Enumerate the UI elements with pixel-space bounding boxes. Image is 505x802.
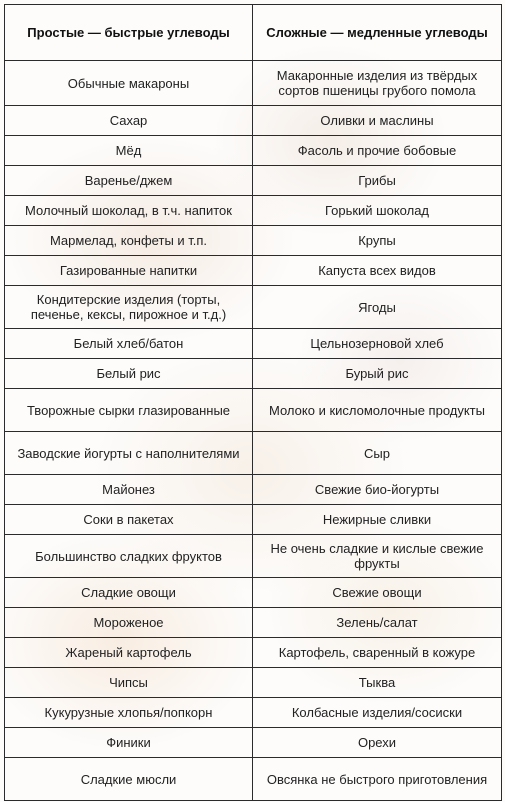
table-row [5,638,502,668]
table-row [5,61,502,106]
complex-carb-cell: Не очень сладкие и кислые свежие фрукты [253,535,502,578]
simple-carb-cell: Белый хлеб/батон [5,329,253,359]
table-row [5,475,502,505]
table-row [5,226,502,256]
complex-carb-cell: Зелень/салат [253,608,502,638]
simple-carb-cell: Мармелад, конфеты и т.п. [5,226,253,256]
header-complex-carbs: Сложные — медленные углеводы [253,5,502,61]
simple-carb-cell: Мёд [5,136,253,166]
complex-carb-cell: Капуста всех видов [253,256,502,286]
simple-carb-cell: Мороженое [5,608,253,638]
simple-carb-cell: Творожные сырки глазированные [5,389,253,432]
simple-carb-cell: Белый рис [5,359,253,389]
simple-carb-cell: Соки в пакетах [5,505,253,535]
complex-carb-cell: Горький шоколад [253,196,502,226]
table-header-row [5,5,502,61]
simple-carb-cell: Чипсы [5,668,253,698]
table-row [5,578,502,608]
table-row [5,166,502,196]
simple-carb-cell: Майонез [5,475,253,505]
table-row [5,668,502,698]
table-row [5,286,502,329]
simple-carb-cell: Варенье/джем [5,166,253,196]
table-row [5,698,502,728]
table-row [5,505,502,535]
table-row [5,758,502,801]
complex-carb-cell: Свежие овощи [253,578,502,608]
header-simple-carbs: Простые — быстрые углеводы [5,5,253,61]
complex-carb-cell: Колбасные изделия/сосиски [253,698,502,728]
simple-carb-cell: Сладкие мюсли [5,758,253,801]
table-row [5,196,502,226]
complex-carb-cell: Цельнозерновой хлеб [253,329,502,359]
table-row [5,432,502,475]
complex-carb-cell: Сыр [253,432,502,475]
complex-carb-cell: Картофель, сваренный в кожуре [253,638,502,668]
simple-carb-cell: Сладкие овощи [5,578,253,608]
complex-carb-cell: Фасоль и прочие бобовые [253,136,502,166]
table-row [5,608,502,638]
table-row [5,329,502,359]
complex-carb-cell: Крупы [253,226,502,256]
table-row [5,106,502,136]
table-row [5,535,502,578]
carbohydrates-table [4,4,502,801]
complex-carb-cell: Тыква [253,668,502,698]
complex-carb-cell: Орехи [253,728,502,758]
complex-carb-cell: Бурый рис [253,359,502,389]
table-row [5,359,502,389]
complex-carb-cell: Свежие био-йогурты [253,475,502,505]
complex-carb-cell: Макаронные изделия из твёрдых сортов пшеницы грубого помола [253,61,502,106]
complex-carb-cell: Нежирные сливки [253,505,502,535]
table-row [5,728,502,758]
simple-carb-cell: Финики [5,728,253,758]
complex-carb-cell: Молоко и кисломолочные продукты [253,389,502,432]
complex-carb-cell: Оливки и маслины [253,106,502,136]
simple-carb-cell: Заводские йогурты с наполнителями [5,432,253,475]
simple-carb-cell: Обычные макароны [5,61,253,106]
complex-carb-cell: Овсянка не быстрого приготовления [253,758,502,801]
simple-carb-cell: Кукурузные хлопья/попкорн [5,698,253,728]
simple-carb-cell: Кондитерские изделия (торты, печенье, кексы, пирожное и т.д.) [5,286,253,329]
complex-carb-cell: Ягоды [253,286,502,329]
simple-carb-cell: Жареный картофель [5,638,253,668]
simple-carb-cell: Газированные напитки [5,256,253,286]
simple-carb-cell: Большинство сладких фруктов [5,535,253,578]
table-row [5,389,502,432]
simple-carb-cell: Молочный шоколад, в т.ч. напиток [5,196,253,226]
complex-carb-cell: Грибы [253,166,502,196]
table-row [5,256,502,286]
table-row [5,136,502,166]
simple-carb-cell: Сахар [5,106,253,136]
